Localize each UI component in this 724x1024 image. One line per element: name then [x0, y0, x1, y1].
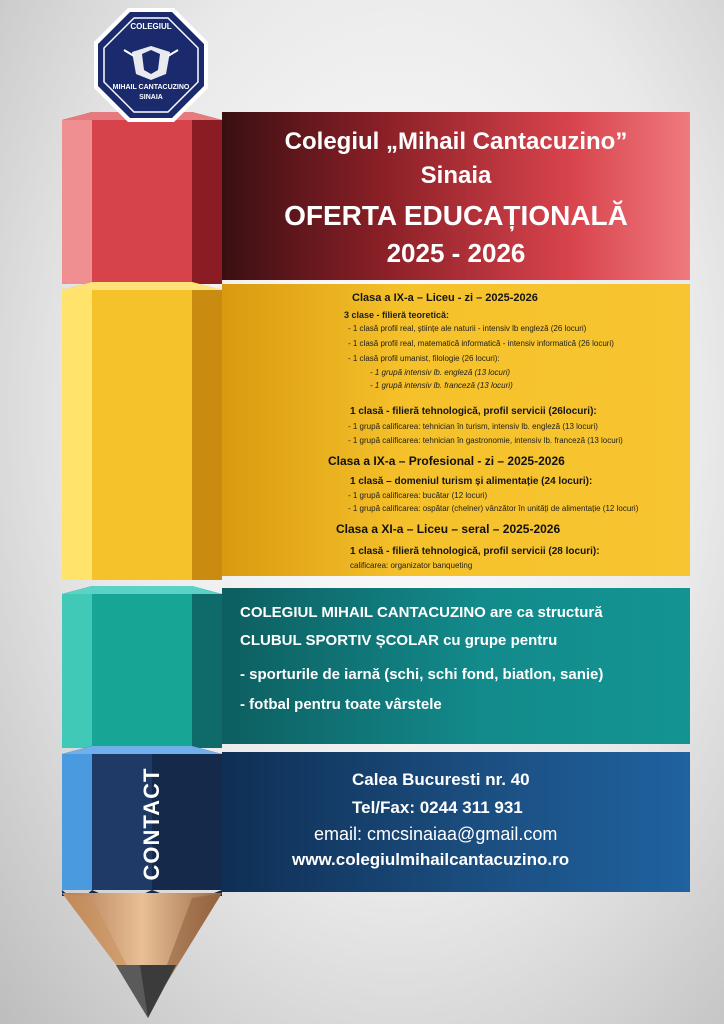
- contact-website[interactable]: www.colegiulmihailcantacuzino.ro: [292, 850, 570, 869]
- sports-line: COLEGIUL MIHAIL CANTACUZINO are ca structură: [240, 604, 603, 621]
- header-banner: [222, 112, 690, 280]
- list-item: - 1 grupă intensiv lb. franceză (13 locuri): [370, 381, 513, 390]
- contact-banner: [222, 752, 690, 892]
- list-item: calificarea: organizator banqueting: [350, 561, 473, 570]
- theoretical-heading: 3 clase - filieră teoretică:: [344, 310, 450, 320]
- contact-address: Calea Bucuresti nr. 40: [352, 770, 530, 789]
- sports-line: - sporturile de iarnă (schi, schi fond, biatlon, sanie): [240, 666, 604, 683]
- pencil-segment-yellow: [62, 282, 222, 580]
- pencil-segment-red: [62, 112, 222, 284]
- contact-label-wrap: [132, 762, 172, 886]
- list-item: - 1 grupă calificarea: tehnician în turism, intensiv lb. engleză (13 locuri): [348, 422, 598, 431]
- list-item: - 1 clasă profil real, științe ale naturii - intensiv lb engleză (26 locuri): [348, 324, 587, 333]
- school-logo: [94, 8, 208, 122]
- header-offer-title: OFERTA EDUCAȚIONALĂ: [284, 200, 628, 231]
- seral-heading: 1 clasă - filieră tehnologică, profil servicii (28 locuri):: [350, 546, 600, 557]
- section-title: Clasa a IX-a – Profesional - zi – 2025-2026: [328, 454, 565, 468]
- contact-label: CONTACT: [139, 767, 164, 881]
- sports-banner: [222, 588, 690, 744]
- sports-line: CLUBUL SPORTIV ȘCOLAR cu grupe pentru: [240, 632, 558, 649]
- tech-heading: 1 clasă - filieră tehnologică, profil servicii (26locuri):: [350, 406, 597, 417]
- pencil-segment-teal: [62, 586, 222, 748]
- contact-email[interactable]: email: cmcsinaiaa@gmail.com: [314, 824, 558, 844]
- list-item: - 1 clasă profil real, matematică informatică - intensiv informatică (26 locuri): [348, 339, 614, 348]
- header-title: Colegiul „Mihail Cantacuzino”: [284, 128, 628, 155]
- logo-top-text: COLEGIUL: [130, 22, 172, 31]
- list-item: - 1 grupă calificarea: bucătar (12 locuri): [348, 491, 488, 500]
- section-title: Clasa a XI-a – Liceu – seral – 2025-2026: [336, 522, 561, 536]
- header-city: Sinaia: [420, 162, 492, 189]
- section-title: Clasa a IX-a – Liceu - zi – 2025-2026: [352, 292, 538, 304]
- list-item: - 1 grupă intensiv lb. engleză (13 locuri): [370, 368, 511, 377]
- pencil-tip: [62, 893, 222, 1018]
- prof-heading: 1 clasă – domeniul turism și alimentație (24 locuri):: [350, 476, 593, 487]
- list-item: - 1 clasă profil umanist, filologie (26 locuri):: [348, 354, 500, 363]
- header-year: 2025 - 2026: [386, 238, 526, 268]
- list-item: - 1 grupă calificarea: tehnician în gastronomie, intensiv lb. franceză (13 locuri): [348, 436, 623, 445]
- offer-banner: [222, 284, 690, 576]
- list-item: - 1 grupă calificarea: ospătar (chelner) vânzător în unități de alimentație (12 locuri): [348, 504, 639, 513]
- sports-line: - fotbal pentru toate vârstele: [240, 696, 442, 713]
- logo-bottom-text: MIHAIL CANTACUZINO: [112, 84, 190, 91]
- contact-phone: Tel/Fax: 0244 311 931: [352, 798, 523, 817]
- logo-city-text: SINAIA: [139, 94, 163, 101]
